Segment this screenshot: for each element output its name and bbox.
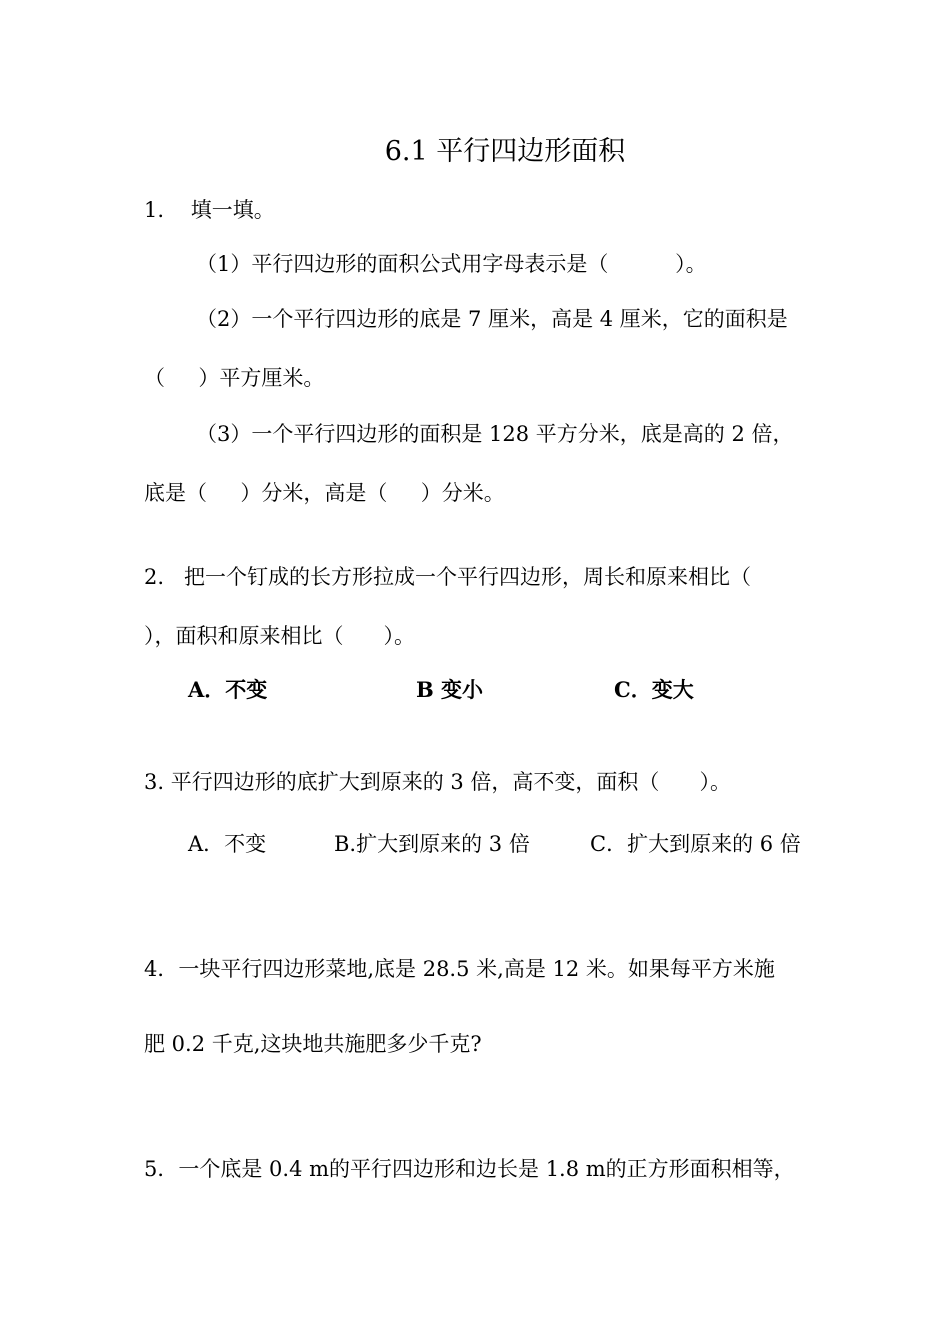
question-1-sub-1: （1）平行四边形的面积公式用字母表示是（ ）。 [196, 252, 707, 276]
question-1-sub-2-line-1: （2）一个平行四边形的底是 7 厘米，高是 4 厘米，它的面积是 [196, 307, 788, 331]
page-title: 6.1 平行四边形面积 [384, 136, 626, 167]
question-1-sub-2-line-2: （ ）平方厘米。 [144, 366, 325, 390]
question-1-sub-3-line-1: （3）一个平行四边形的面积是 128 平方分米，底是高的 2 倍， [196, 422, 794, 446]
question-2-option-c: C．变大 [614, 677, 694, 702]
question-2-option-a: A．不变 [188, 677, 268, 702]
question-3-line-1: 3. 平行四边形的底扩大到原来的 3 倍，高不变，面积（ ）。 [144, 770, 731, 794]
question-2-line-1: 2. 把一个钉成的长方形拉成一个平行四边形，周长和原来相比（ [144, 565, 752, 589]
question-4-line-2: 肥 0.2 千克,这块地共施肥多少千克? [144, 1032, 482, 1056]
question-3-option-a: A．不变 [188, 832, 267, 856]
question-1-header: 1. 填一填。 [144, 198, 275, 222]
question-4-line-1: 4．一块平行四边形菜地,底是 28.5 米,高是 12 米。如果每平方米施 [144, 957, 775, 981]
question-3-option-b: B.扩大到原来的 3 倍 [334, 832, 530, 856]
question-5-line-1: 5．一个底是 0.4 m的平行四边形和边长是 1.8 m的正方形面积相等， [144, 1157, 795, 1181]
question-1-sub-3-line-2: 底是（ ）分米，高是（ ）分米。 [144, 481, 505, 505]
question-3-option-c: C．扩大到原来的 6 倍 [590, 832, 801, 856]
question-2-line-2: ），面积和原来相比（ ）。 [144, 624, 416, 648]
question-2-option-b: B 变小 [416, 677, 484, 702]
